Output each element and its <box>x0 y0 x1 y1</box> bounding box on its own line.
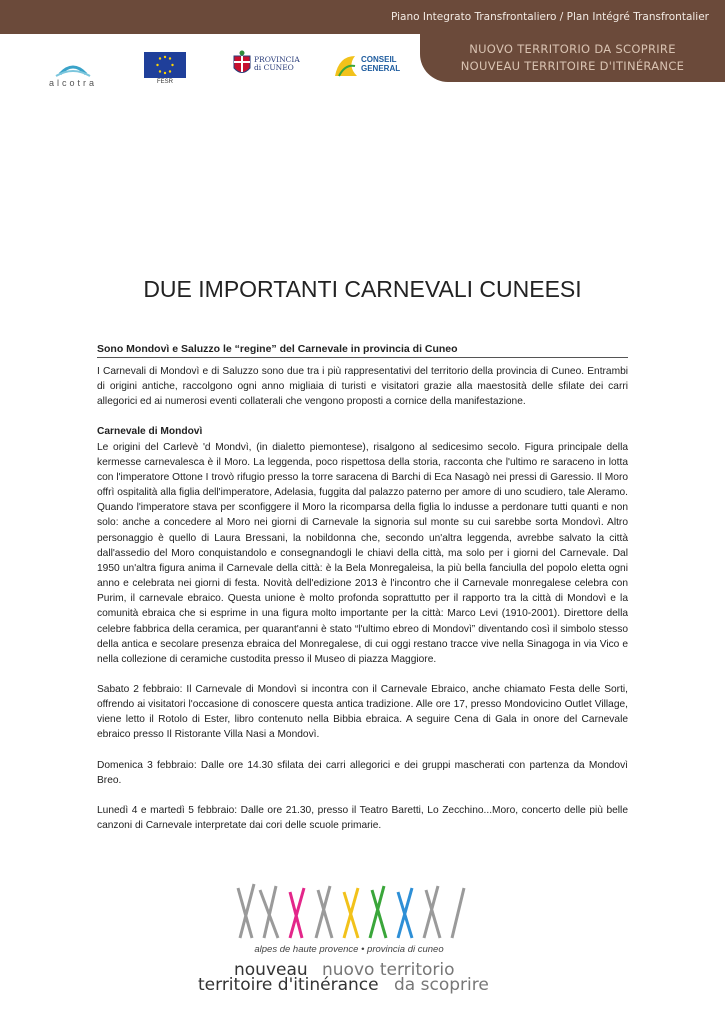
conseil-line2: GENERAL <box>361 64 401 73</box>
conseil-general-logo <box>333 52 405 84</box>
eu-logo <box>144 52 186 86</box>
alcotra-wave-icon <box>30 56 116 78</box>
monday-paragraph: Lunedì 4 e martedì 5 febbraio: Dalle ore 21.30, presso il Teatro Baretti, Lo Zecchino...Moro, concerto delle più belle canzoni di Carnevale interpretate dai cori delle scuole primarie. <box>97 804 628 832</box>
footer-subtitle: alpes de haute provence • provincia di cuneo <box>254 944 444 955</box>
program-label: Piano Integrato Transfrontaliero / Plan Intégré Transfrontalier <box>391 11 709 23</box>
document-title: DUE IMPORTANTI CARNEVALI CUNEESI <box>143 276 582 302</box>
alcotra-label: alcotra <box>48 78 97 88</box>
tab-title-fr: NOUVEAU TERRITOIRE D'ITINÉRANCE <box>460 59 685 73</box>
document-body <box>97 364 628 848</box>
section-mondovi <box>97 424 628 667</box>
conseil-mark-icon <box>333 52 359 80</box>
footer-line2-it: da scoprire <box>394 975 489 995</box>
section-title: Carnevale di Mondovì <box>97 426 203 438</box>
tab-title-it: NUOVO TERRITORIO DA SCOPRIRE <box>469 42 676 56</box>
header-tab <box>420 34 725 82</box>
cuneo-label: PROVINCIA di CUNEO <box>254 55 300 72</box>
saturday-paragraph: Sabato 2 febbraio: Il Carnevale di Mondovì si incontra con il Carnevale Ebraico, anche chiamato Festa delle Sorti, offrendo ai visitatori l'occasione di conoscere questa antica tradizione. Alle ore 17, presso Mondovicino Outlet Village, viene letto il Rotolo di Ester, libro contenuto nella Bibbia ebraica. A seguire Cena di Gala in onore del Carnevale ebraico presso Il Ristorante Villa Nasi a Mondovì. <box>97 683 628 741</box>
provincia-cuneo-logo <box>232 50 300 84</box>
section-body: Le origini del Carlevè 'd Mondvì, (in dialetto piemontese), risalgono al sedicesimo secolo. Figura principale della kermesse carnevalesca è il Moro. La leggenda, poco rispettosa della storia, racconta che l'ultimo re saraceno in lotta con l'imperatore Ottone I trovò rifugio presso la torre saracena di Barchi di Eca Nasagò nei pressi di Garessio. Il Moro offrì ospitalità alla figlia dell'imperatore, Adelasia, fuggita dal palazzo paterno per amore di uno scudiero, tale Aleramo. Quando l'imperatore stava per sconfiggere il Moro la ricomparsa della figlia lo indusse a perdonare tutti quanti e non solo: anche a concedere al Moro nei giorni di Carnevale la signoria sul monte su cui sarebbe sorta Mondovì. Altro personaggio è quello di Laura Bressani, la nobildonna che, secondo un'altra leggenda, avrebbe salvato la città dall'assedio del Moro conquistandolo e consegnandogli le chiavi della città, ma solo per i giorni del Carnevale. Dal 1950 un'altra figura anima il Carnevale della città: è la Bela Monregaleisa, la più bella fanciulla del popolo eletta ogni anno e celebrata nei giorni di festa. Novità dell'edizione 2013 è l'incontro che il Carnevale monregalese celebra con Purim, il carnevale ebraico. Questa unione è molto profonda soprattutto per il rapporto tra la città di Mondovì e la comunità ebraica che si esprime in una figura molto importante per la città: Marco Levi (1910-2001). Direttore della celebre fabbrica della ceramica, per quarant'anni è stato “l'ultimo ebreo di Mondovì” diventando così il simbolo stesso della antica e secolare presenza ebraica del Monregalese, di cui oggi restano tracce vive nella Sinagoga in via Vico e nella collezione di ceramiche custodita presso il Museo di piazza Maggiore. <box>97 441 628 665</box>
conseil-line1: CONSEIL <box>361 55 397 64</box>
alcotra-logo <box>30 56 116 88</box>
footer-line2-fr: territoire d'itinérance <box>198 975 379 995</box>
cuneo-crest-icon <box>232 50 252 78</box>
footer-stripes-icon <box>194 880 504 942</box>
footer-line1-fr: nouveau <box>234 960 308 980</box>
document-subheading: Sono Mondovì e Saluzzo le “regine” del Carnevale in provincia di Cuneo <box>97 343 628 358</box>
footer-line1-it: nuovo territorio <box>322 960 455 980</box>
footer-logo <box>194 880 504 1000</box>
conseil-label <box>361 55 400 73</box>
sunday-paragraph: Domenica 3 febbraio: Dalle ore 14.30 sfilata dei carri allegorici e dei gruppi mascherati con partenza da Mondovì Breo. <box>97 759 628 786</box>
eu-flag-icon <box>144 52 186 78</box>
top-bar <box>0 0 725 34</box>
eu-label: FESR <box>156 79 173 85</box>
intro-paragraph: I Carnevali di Mondovì e di Saluzzo sono due tra i più rappresentativi del territorio della provincia di Cuneo. Entrambi di origini antiche, raccolgono ogni anno migliaia di turisti e visitatori grazie alla maestosità delle sfilate dei carri allegorici ed ai numerosi eventi collaterali che vengono proposti a cornice della manifestazione. <box>97 366 628 408</box>
